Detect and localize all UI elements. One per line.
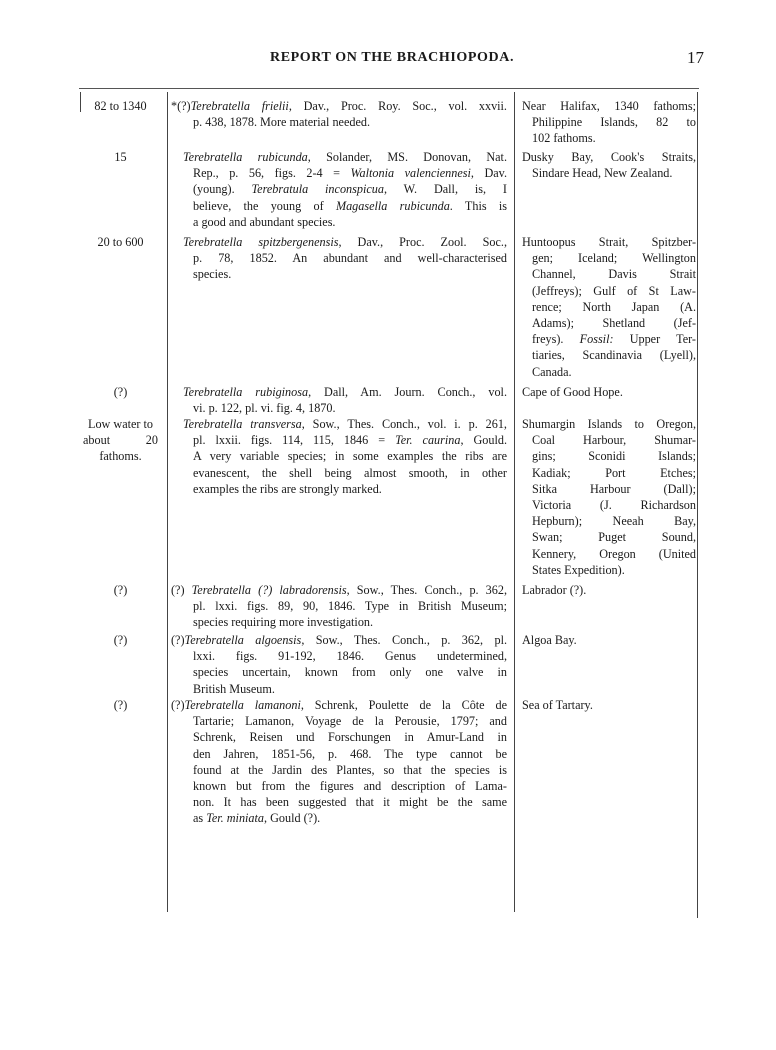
description-line: Terebratella rubicunda, Solander, MS. Donovan, Nat. — [183, 150, 507, 164]
description-line: Terebratella spitzbergenensis, Dav., Proc. Zool. Soc., — [183, 235, 507, 249]
depth-cell — [79, 416, 162, 465]
locality-cell — [522, 416, 696, 578]
description-line: pl. lxxii. figs. 114, 115, 1846 = Ter. caurina, Gould. — [193, 433, 508, 448]
locality-line: Sitka Harbour (Dall); — [532, 481, 696, 496]
depth-cell: (?) — [113, 385, 128, 399]
description-line: den Jahren, 1851-56, p. 468. The type cannot be — [193, 746, 507, 761]
page-header — [0, 46, 776, 70]
description-line: species uncertain, known from only one valve in — [193, 665, 507, 680]
locality-line: Swan; Puget Sound, — [532, 530, 696, 545]
description-line: (?)Terebratella algoensis, Sow., Thes. Conch., p. 362, pl. — [171, 633, 507, 647]
locality-line: Victoria (J. Richardson — [532, 498, 696, 513]
description-cell — [171, 697, 507, 827]
depth-cell: (?) — [113, 583, 128, 597]
locality-cell — [522, 234, 696, 380]
locality-line: Shumargin Islands to Oregon, — [522, 417, 696, 431]
column-rule-description — [514, 92, 515, 912]
table-top-rule — [79, 88, 699, 89]
description-line: (?) Terebratella (?) labradorensis, Sow., Thes. Conch., p. 362, — [171, 583, 508, 597]
description-line: Terebratella transversa, Sow., Thes. Conch., vol. i. p. 261, — [183, 417, 507, 431]
locality-line: gins; Sconidi Islands; — [532, 449, 696, 464]
locality-line: Adams); Shetland (Jef- — [532, 316, 696, 331]
locality-line: 102 fathoms. — [532, 131, 596, 146]
depth-cell: 82 to 1340 — [94, 99, 147, 113]
description-line: Tartarie; Lamanon, Voyage de la Perousie, 1797; and — [193, 714, 507, 729]
locality-line: (Jeffreys); Gulf of St Law- — [532, 283, 696, 298]
locality-line: Kennery, Oregon (United — [532, 546, 696, 561]
description-cell — [171, 234, 507, 283]
depth-cell: 20 to 600 — [97, 235, 144, 249]
running-title: REPORT ON THE BRACHIOPODA. — [270, 50, 515, 65]
column-rule-depth — [167, 92, 168, 912]
locality-line: Sindare Head, New Zealand. — [532, 166, 673, 181]
description-line: lxxi. figs. 91-192, 1846. Genus undetermined, — [193, 649, 507, 664]
description-cell — [171, 98, 507, 130]
depth-cell: (?) — [113, 633, 128, 647]
description-line: vi. p. 122, pl. vi. fig. 4, 1870. — [193, 401, 336, 416]
description-line: known but from the figures and description of Lama- — [193, 779, 507, 794]
description-line: believe, the young of Magasella rubicunda. This is — [193, 198, 508, 213]
description-line: species requiring more investigation. — [193, 615, 374, 630]
description-line: as Ter. miniata, Gould (?). — [193, 811, 321, 826]
description-line: p. 438, 1878. More material needed. — [193, 115, 371, 130]
description-line: *(?)Terebratella frielii, Dav., Proc. Roy. Soc., vol. xxvii. — [171, 99, 507, 113]
description-line: evanescent, the shell being almost smooth, in other — [193, 465, 507, 480]
description-line: A very variable species; in some examples the ribs are — [193, 449, 507, 464]
locality-cell — [522, 582, 696, 598]
locality-cell — [522, 384, 696, 400]
description-line: pl. lxxi. figs. 89, 90, 1846. Type in British Museum; — [193, 599, 507, 614]
description-line: (?)Terebratella lamanoni, Schrenk, Poulette de la Côte de — [171, 698, 507, 712]
locality-line: Cape of Good Hope. — [522, 385, 623, 399]
locality-line: Labrador (?). — [522, 583, 587, 597]
depth-line: about 20 — [83, 433, 158, 448]
depth-line: fathoms. — [99, 449, 142, 464]
locality-line: tiaries, Scandinavia (Lyell), — [532, 348, 696, 363]
locality-line: Hepburn); Neeah Bay, — [532, 514, 696, 529]
locality-line: States Expedition). — [532, 562, 625, 577]
description-cell — [171, 384, 507, 416]
locality-cell — [522, 697, 696, 713]
locality-line: Algoa Bay. — [522, 633, 577, 647]
locality-line: Coal Harbour, Shumar- — [532, 433, 696, 448]
description-line: Terebratella rubiginosa, Dall, Am. Journ. Conch., vol. — [183, 385, 507, 399]
description-cell — [171, 149, 507, 230]
depth-cell: (?) — [113, 698, 128, 712]
locality-line: gen; Iceland; Wellington — [532, 251, 696, 266]
description-cell — [171, 582, 507, 631]
locality-cell — [522, 98, 696, 147]
description-line: Rep., p. 56, figs. 2-4 = Waltonia valenciennesi, Dav. — [193, 166, 508, 181]
description-line: found at the Jardin des Plantes, so that the species is — [193, 762, 507, 777]
depth-line: Low water to — [88, 417, 153, 431]
description-line: British Museum. — [193, 681, 275, 696]
description-line: Schrenk, Reisen und Forschungen in Amur-Land in — [193, 730, 507, 745]
description-line: p. 78, 1852. An abundant and well-characterised — [193, 251, 507, 266]
locality-line: Dusky Bay, Cook's Straits, — [522, 150, 696, 164]
description-line: examples the ribs are strongly marked. — [193, 481, 382, 496]
column-rule-locality — [697, 92, 698, 918]
locality-line: Kadiak; Port Etches; — [532, 465, 696, 480]
description-cell — [171, 632, 507, 697]
description-line: non. It has been suggested that it might be the same — [193, 795, 507, 810]
page-number: 17 — [687, 48, 704, 67]
depth-cell: 15 — [114, 150, 127, 164]
locality-line: Near Halifax, 1340 fathoms; — [522, 99, 696, 113]
locality-cell — [522, 149, 696, 181]
locality-line: Canada. — [532, 364, 572, 379]
locality-line: Huntoopus Strait, Spitzber- — [522, 235, 696, 249]
description-line: (young). Terebratula inconspicua, W. Dall, is, I — [193, 182, 507, 197]
locality-line: Channel, Davis Strait — [532, 267, 696, 282]
locality-cell — [522, 632, 696, 648]
locality-line: Philippine Islands, 82 to — [532, 115, 696, 130]
description-line: a good and abundant species. — [193, 214, 336, 229]
description-cell — [171, 416, 507, 497]
description-line: species. — [193, 267, 232, 282]
locality-line: freys). Fossil: Upper Ter- — [532, 332, 696, 347]
locality-line: rence; North Japan (A. — [532, 299, 696, 314]
locality-line: Sea of Tartary. — [522, 698, 593, 712]
